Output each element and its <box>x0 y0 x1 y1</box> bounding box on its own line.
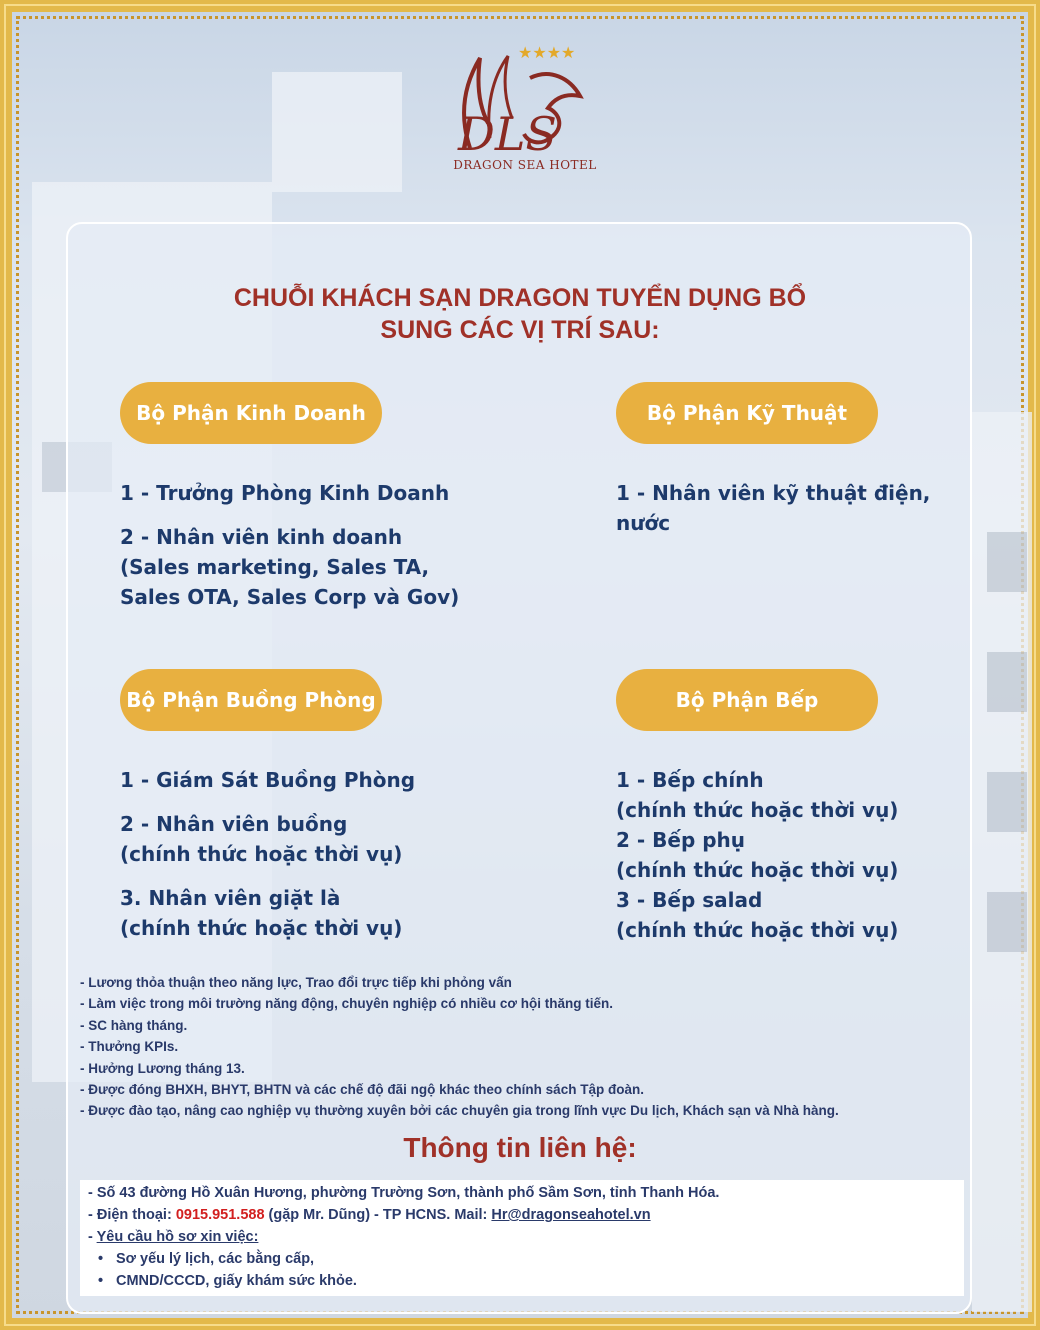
contact-title: Thông tin liên hệ: <box>403 1132 637 1163</box>
benefit-item: - SC hàng tháng. <box>80 1017 188 1033</box>
phone-number[interactable]: 0915.951.588 <box>175 1207 265 1223</box>
dragon-logo <box>440 38 600 178</box>
requirements-title: Yêu cầu hồ sơ xin việc: <box>96 1229 259 1245</box>
benefit-item: - Được đóng BHXH, BHYT, BHTN và các chế độ đãi ngộ khác theo chính sách Tập đoàn. <box>80 1082 644 1098</box>
dept-jobs-sales <box>120 478 580 626</box>
contact-address: - Số 43 đường Hồ Xuân Hương, phường Trường Sơn, thành phố Sầm Sơn, tỉnh Thanh Hóa. <box>88 1185 720 1201</box>
benefit-item: - Lương thỏa thuận theo năng lực, Trao đổi trực tiếp khi phỏng vấn <box>80 975 512 990</box>
dept-badge-technical: Bộ Phận Kỹ Thuật <box>616 382 878 444</box>
benefit-item: - Hưởng Lương tháng 13. <box>80 1060 245 1076</box>
backdrop-window <box>987 532 1027 592</box>
backdrop-window <box>987 892 1027 952</box>
dept-badge-housekeeping: Bộ Phận Buồng Phòng <box>120 669 382 731</box>
dept-badge-kitchen: Bộ Phận Bếp <box>616 669 878 731</box>
requirement-item: • CMND/CCCD, giấy khám sức khỏe. <box>88 1270 956 1292</box>
dept-jobs-technical <box>616 478 956 552</box>
backdrop-window <box>987 652 1027 712</box>
contact-box <box>80 1180 964 1296</box>
dept-badge-sales: Bộ Phận Kinh Doanh <box>120 382 382 444</box>
requirements-dash: - <box>88 1229 97 1245</box>
logo-stars: ★★★★ <box>518 43 576 62</box>
job-item: 3 - Bếp salad (chính thức hoặc thời vụ) <box>616 888 899 942</box>
dept-jobs-housekeeping <box>120 765 580 957</box>
job-item: 1 - Bếp chính (chính thức hoặc thời vụ) <box>616 768 899 822</box>
email-link[interactable]: Hr@dragonseahotel.vn <box>491 1207 651 1223</box>
requirements-heading <box>88 1226 956 1248</box>
headline-line-2: SUNG CÁC VỊ TRÍ SAU: <box>380 316 660 344</box>
logo-brand-name: DRAGON SEA HOTEL <box>453 158 597 172</box>
job-item: 1 - Trưởng Phòng Kinh Doanh <box>120 481 450 505</box>
benefit-item: - Được đào tạo, nâng cao nghiệp vụ thường xuyên bởi các chuyên gia trong lĩnh vực Du lịch, Khách sạn và Nhà hàng. <box>80 1103 839 1119</box>
job-item: 2 - Nhân viên buồng (chính thức hoặc thời vụ) <box>120 812 403 866</box>
requirement-item: • Sơ yếu lý lịch, các bằng cấp, <box>88 1248 956 1270</box>
benefits-list <box>80 972 980 1122</box>
backdrop-roof <box>272 72 402 192</box>
headline-line-1: CHUỖI KHÁCH SẠN DRAGON TUYỂN DỤNG BỔ <box>233 284 807 312</box>
job-item: 1 - Nhân viên kỹ thuật điện, nước <box>616 481 931 535</box>
backdrop-window <box>987 772 1027 832</box>
dept-jobs-kitchen <box>616 765 956 945</box>
job-item: 1 - Giám Sát Buồng Phòng <box>120 768 416 792</box>
phone-suffix: (gặp Mr. Dũng) - TP HCNS. Mail: <box>264 1207 492 1223</box>
dragon-logo-icon <box>440 38 600 168</box>
job-item: 3. Nhân viên giặt là (chính thức hoặc thời vụ) <box>120 886 403 940</box>
benefit-item: - Thưởng KPIs. <box>80 1039 179 1055</box>
benefit-item: - Làm việc trong môi trường năng động, chuyên nghiệp có nhiều cơ hội thăng tiến. <box>80 996 613 1012</box>
contact-phone-line <box>88 1204 956 1226</box>
job-item: 2 - Bếp phụ (chính thức hoặc thời vụ) <box>616 828 899 882</box>
job-item: 2 - Nhân viên kinh doanh (Sales marketing, Sales TA, Sales OTA, Sales Corp và Gov) <box>120 525 460 609</box>
page-headline <box>80 282 960 346</box>
phone-label: - Điện thoại: <box>88 1207 176 1223</box>
logo-mark-letters: DLS <box>458 107 557 161</box>
